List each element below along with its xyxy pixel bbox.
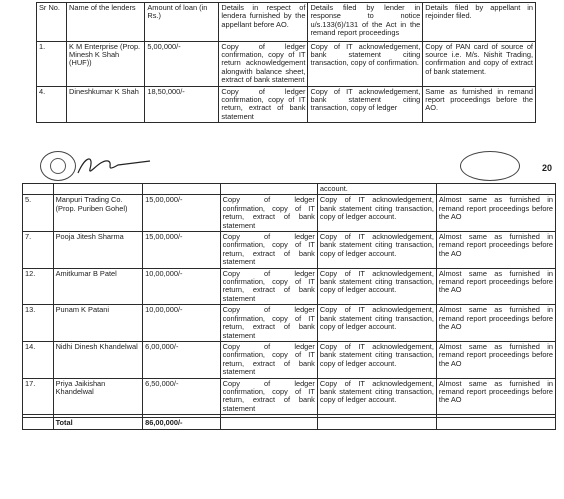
cell-details-rejoinder: Almost same as furnished in remand report proceedings before the AO bbox=[436, 232, 555, 269]
table-header-row bbox=[37, 3, 536, 42]
table-row bbox=[23, 232, 556, 269]
cell-sr: 7. bbox=[23, 232, 54, 269]
header-details-rejoinder: Details filed by appellant in rejoinder filed. bbox=[423, 3, 536, 42]
cell-details-lender: Copy of IT acknowledgement, bank statement citing transaction, copy of ledger account. bbox=[317, 268, 436, 305]
cell-amount: 6,50,000/- bbox=[143, 378, 221, 415]
cell-amount: 15,00,000/- bbox=[143, 195, 221, 232]
table-row bbox=[23, 305, 556, 342]
handwritten-signature-icon bbox=[74, 151, 154, 179]
page-number: 20 bbox=[542, 163, 553, 173]
cell-details-lender: Copy of IT acknowledgement, bank statement citing transaction, copy of ledger account. bbox=[317, 232, 436, 269]
table-row bbox=[23, 195, 556, 232]
cell-name: Priya Jaikishan Khandelwal bbox=[53, 378, 143, 415]
table-row bbox=[23, 341, 556, 378]
table-row bbox=[23, 268, 556, 305]
cell-amount: 5,00,000/- bbox=[145, 41, 219, 86]
cell-details-ao bbox=[220, 184, 317, 195]
cell-amount: 18,50,000/- bbox=[145, 86, 219, 123]
cell-amount: 6,00,000/- bbox=[143, 341, 221, 378]
cell-name bbox=[53, 184, 143, 195]
cell-amount bbox=[143, 184, 221, 195]
table-row bbox=[23, 378, 556, 415]
cell-details-rejoinder: Almost same as furnished in remand report proceedings before the AO bbox=[436, 268, 555, 305]
cell-name: Pooja Jitesh Sharma bbox=[53, 232, 143, 269]
cell-details-rejoinder: Almost same as furnished in remand report proceedings before the AO bbox=[436, 341, 555, 378]
cell-sr: 12. bbox=[23, 268, 54, 305]
cell-details-rejoinder: Almost same as furnished in remand report proceedings before the AO bbox=[436, 305, 555, 342]
official-seal-icon bbox=[40, 151, 76, 181]
cell-details-rejoinder: Copy of PAN card of source of source i.e. M/s. Nishit Trading, confirmation and copy of extract of bank statement. bbox=[423, 41, 536, 86]
cell-details-ao: Copy of ledger confirmation, copy of IT return acknowledgement alongwith balance sheet, extract of bank statement bbox=[219, 41, 308, 86]
header-details-lender: Details filed by lender in response to notice u/s.133(6)/131 of the Act in the remand report proceedings bbox=[308, 3, 423, 42]
cell-empty bbox=[220, 418, 317, 429]
cell-name: Punam K Patani bbox=[53, 305, 143, 342]
cell-sr: 14. bbox=[23, 341, 54, 378]
cell-details-ao: Copy of ledger confirmation, copy of IT return, extract of bank statement bbox=[220, 378, 317, 415]
cell-details-rejoinder: Same as furnished in remand report proceedings before the AO. bbox=[423, 86, 536, 123]
cell-amount: 10,00,000/- bbox=[143, 268, 221, 305]
cell-details-rejoinder: Almost same as furnished in remand report proceedings before the AO bbox=[436, 195, 555, 232]
cell-details-ao: Copy of ledger confirmation, copy of IT return, extract of bank statement bbox=[220, 341, 317, 378]
header-name: Name of the lenders bbox=[67, 3, 145, 42]
cell-details-lender: Copy of IT acknowledgement, bank statement citing transaction, copy of ledger account. bbox=[317, 195, 436, 232]
cell-details-lender: Copy of IT acknowledgement, bank statement citing transaction, copy of ledger bbox=[308, 86, 423, 123]
cell-name: Manpuri Trading Co. (Prop. Puriben Gohel) bbox=[53, 195, 143, 232]
cell-details-lender: Copy of IT acknowledgement, bank statement citing transaction, copy of ledger account. bbox=[317, 341, 436, 378]
cell-details-lender: account. bbox=[317, 184, 436, 195]
cell-amount: 15,00,000/- bbox=[143, 232, 221, 269]
cell-amount: 10,00,000/- bbox=[143, 305, 221, 342]
total-label: Total bbox=[53, 418, 143, 429]
cell-name: Nidhi Dinesh Khandelwal bbox=[53, 341, 143, 378]
cell-details-rejoinder bbox=[436, 184, 555, 195]
signature-stamp-area bbox=[36, 151, 556, 183]
cell-details-lender: Copy of IT acknowledgement, bank statement citing transaction, copy of ledger account. bbox=[317, 305, 436, 342]
cell-details-ao: Copy of ledger confirmation, copy of IT return, extract of bank statement bbox=[220, 268, 317, 305]
cell-details-lender: Copy of IT acknowledgement, bank statement citing transaction, copy of ledger account. bbox=[317, 378, 436, 415]
cell-name: Dineshkumar K Shah bbox=[67, 86, 145, 123]
cell-sr: 13. bbox=[23, 305, 54, 342]
header-details-ao: Details in respect of lendera furnished by the appellant before AO. bbox=[219, 3, 308, 42]
cell-sr: 1. bbox=[37, 41, 67, 86]
cell-sr: 17. bbox=[23, 378, 54, 415]
header-amount: Amount of loan (in Rs.) bbox=[145, 3, 219, 42]
cell-details-ao: Copy of ledger confirmation, copy of IT return, extract of bank statement bbox=[220, 195, 317, 232]
table-row bbox=[23, 184, 556, 195]
cell-sr: 4. bbox=[37, 86, 67, 123]
lenders-table-top bbox=[36, 2, 536, 123]
total-row bbox=[23, 418, 556, 429]
total-amount: 86,00,000/- bbox=[143, 418, 221, 429]
cell-empty bbox=[317, 418, 436, 429]
cell-empty bbox=[436, 418, 555, 429]
cell-name: K M Enterprise (Prop. Minesh K Shah (HUF)) bbox=[67, 41, 145, 86]
header-sr-no: Sr No. bbox=[37, 3, 67, 42]
lenders-table-bottom bbox=[22, 183, 556, 430]
table-row bbox=[37, 86, 536, 123]
cell-sr bbox=[23, 184, 54, 195]
table-row bbox=[37, 41, 536, 86]
cell-details-rejoinder: Almost same as furnished in remand report proceedings before the AO bbox=[436, 378, 555, 415]
cell-details-ao: Copy of ledger confirmation, copy of IT return, extract of bank statement bbox=[220, 305, 317, 342]
cell-details-ao: Copy of ledger confirmation, copy of IT return, extract of bank statement bbox=[219, 86, 308, 123]
cell-details-ao: Copy of ledger confirmation, copy of IT return, extract of bank statement bbox=[220, 232, 317, 269]
cell-sr: 5. bbox=[23, 195, 54, 232]
cell-sr-empty bbox=[23, 418, 54, 429]
cell-details-lender: Copy of IT acknowledgement, bank statement citing transaction, copy of confirmation. bbox=[308, 41, 423, 86]
cell-name: Amitkumar B Patel bbox=[53, 268, 143, 305]
tribunal-stamp-icon bbox=[460, 151, 520, 181]
